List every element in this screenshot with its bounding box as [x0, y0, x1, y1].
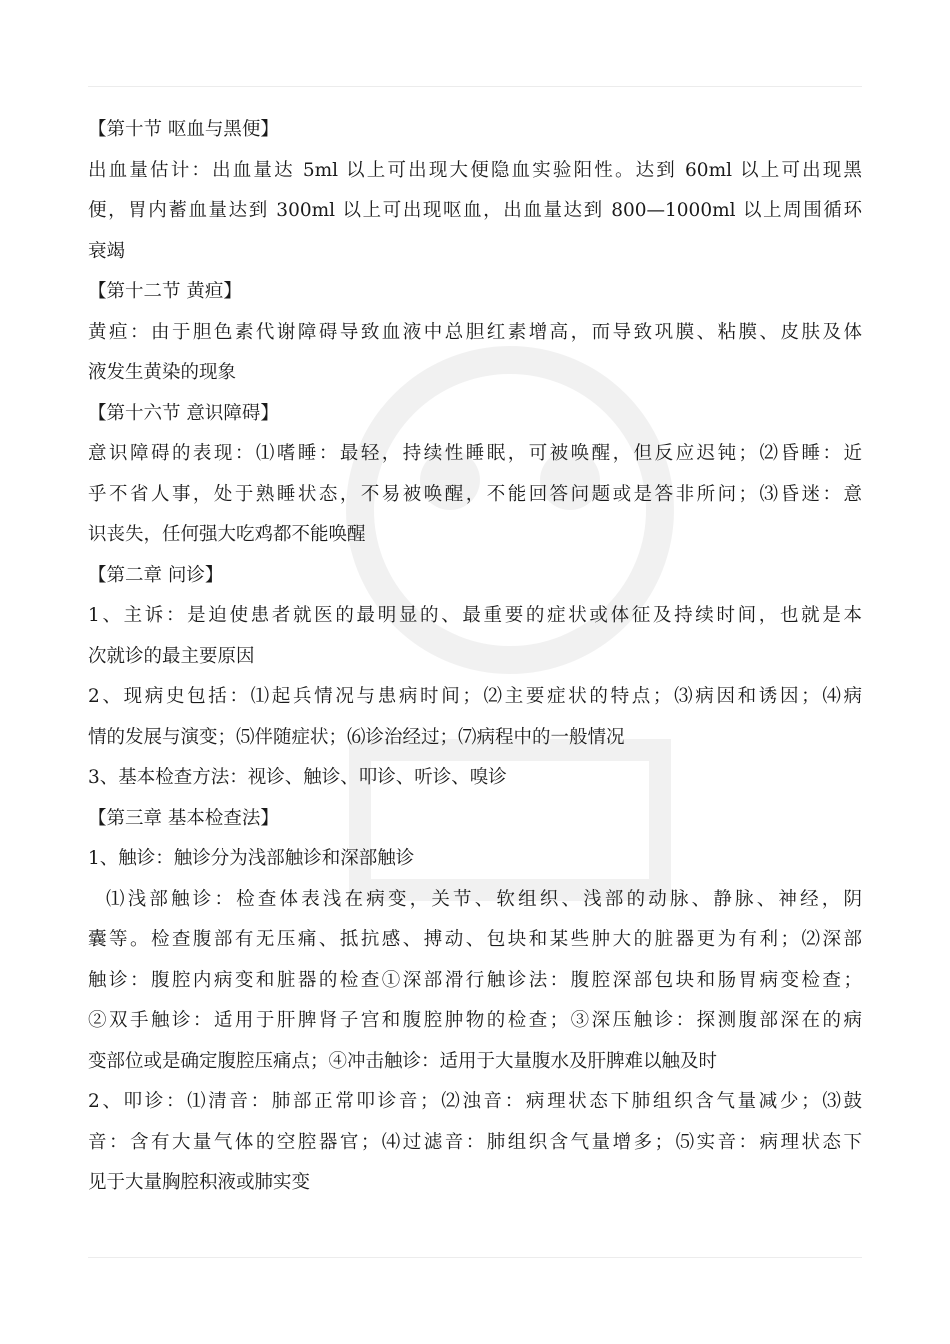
text-line: 识丧失，任何强大吃鸡都不能唤醒 [88, 524, 366, 545]
text-line: 1、触诊：触诊分为浅部触诊和深部触诊 [88, 848, 415, 869]
text-line: 见于大量胸腔积液或肺实变 [88, 1172, 311, 1193]
document-body [88, 110, 862, 1204]
text-line: 【第三章 基本检查法】 [88, 807, 279, 829]
text-line: 囊等。检查腹部有无压痛、抵抗感、搏动、包块和某些肿大的脏器更为有利；⑵深部 [88, 929, 862, 950]
text-line: 音：含有大量气体的空腔器官；⑷过滤音：肺组织含气量增多；⑸实音：病理状态下 [88, 1131, 862, 1153]
header-rule [88, 86, 862, 87]
text-line: 衰竭 [88, 240, 126, 262]
text-line: 【第二章 问诊】 [88, 564, 224, 586]
text-line: ⑴浅部触诊：检查体表浅在病变，关节、软组织、浅部的动脉、静脉、神经，阴 [106, 888, 862, 910]
footer-rule [88, 1257, 862, 1258]
text-line: 出血量估计：出血量达 5ml 以上可出现大便隐血实验阳性。达到 60ml 以上可出现黑 [88, 159, 862, 181]
text-line: 1、主诉：是迫使患者就医的最明显的、最重要的症状或体征及持续时间，也就是本 [88, 605, 862, 626]
text-line: 【第十二节 黄疸】 [88, 281, 242, 302]
text-line: 触诊：腹腔内病变和脏器的检查①深部滑行触诊法：腹腔深部包块和肠胃病变检查； [88, 969, 862, 991]
text-line: 2、现病史包括：⑴起兵情况与患病时间；⑵主要症状的特点；⑶病因和诱因；⑷病 [88, 686, 862, 707]
text-line: 【第十节 呕血与黑便】 [88, 119, 279, 140]
text-line: 情的发展与演变；⑸伴随症状；⑹诊治经过；⑺病程中的一般情况 [88, 726, 625, 748]
text-line: 2、叩诊：⑴清音：肺部正常叩诊音；⑵浊音：病理状态下肺组织含气量减少；⑶鼓 [88, 1091, 862, 1112]
text-line: 意识障碍的表现：⑴嗜睡：最轻，持续性睡眠，可被唤醒，但反应迟钝；⑵昏睡：近 [88, 443, 862, 464]
text-line: 黄疸：由于胆色素代谢障碍导致血液中总胆红素增高，而导致巩膜、粘膜、皮肤及体 [88, 321, 862, 343]
text-line: 3、基本检查方法：视诊、触诊、叩诊、听诊、嗅诊 [88, 767, 507, 788]
text-line: 变部位或是确定腹腔压痛点；④冲击触诊：适用于大量腹水及肝脾难以触及时 [88, 1050, 718, 1072]
text-line: ②双手触诊：适用于肝脾肾子宫和腹腔肿物的检查；③深压触诊：探测腹部深在的病 [88, 1010, 862, 1031]
text-line: 【第十六节 意识障碍】 [88, 402, 279, 424]
text-line: 乎不省人事，处于熟睡状态，不易被唤醒，不能回答问题或是答非所问；⑶昏迷：意 [88, 483, 862, 505]
text-line: 次就诊的最主要原因 [88, 645, 255, 667]
text-line: 液发生黄染的现象 [88, 362, 237, 383]
text-line: 便，胃内蓄血量达到 300ml 以上可出现呕血，出血量达到 800—1000ml 以上周围循环 [88, 200, 862, 221]
